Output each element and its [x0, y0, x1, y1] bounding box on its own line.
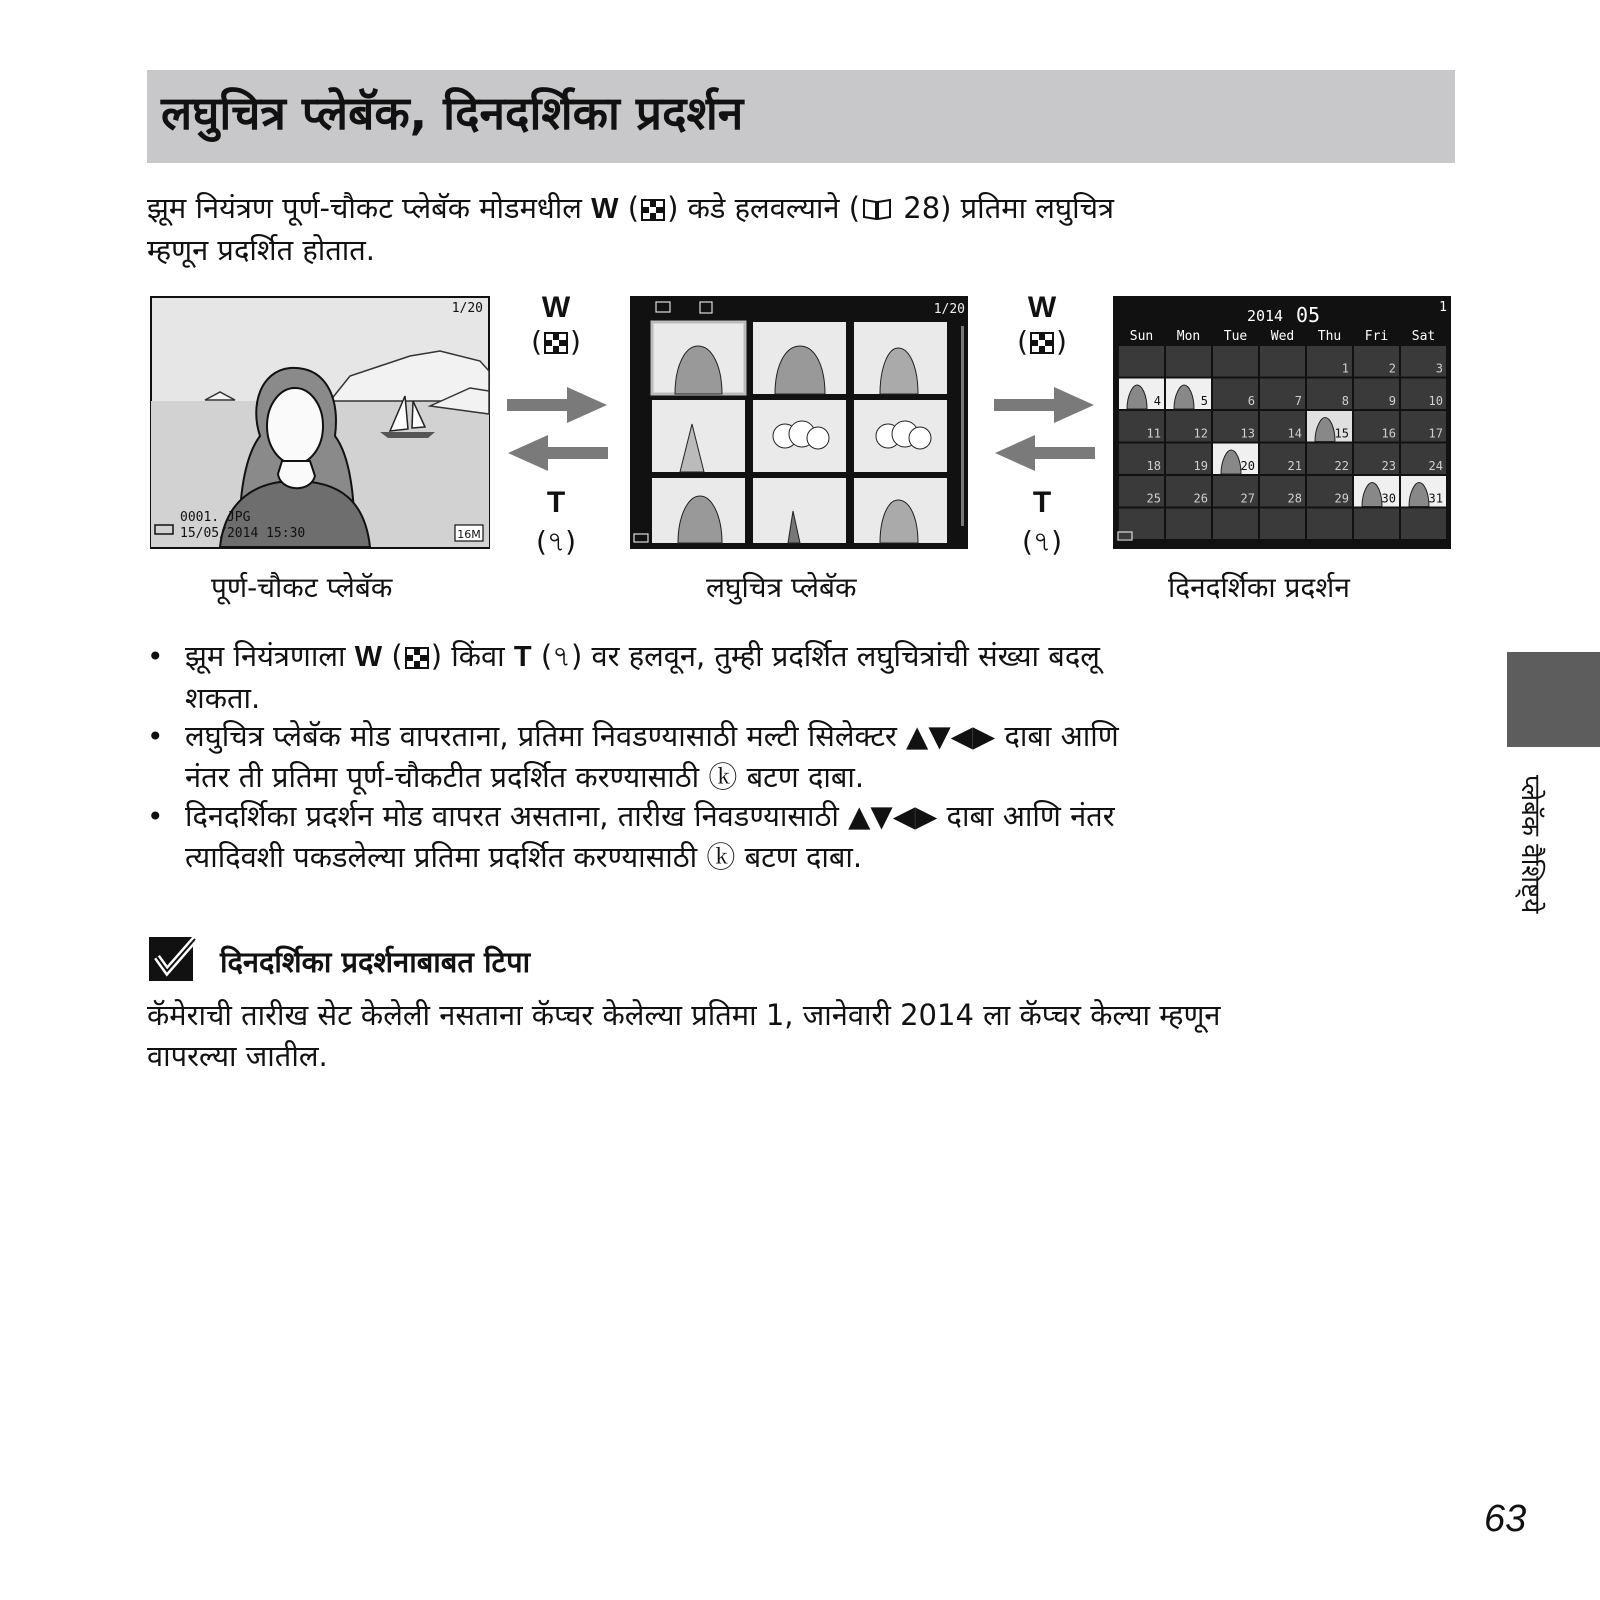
calendar-day-number: 19 [1193, 459, 1208, 473]
left-arrow-icon [995, 435, 1095, 471]
weekday-label: Tue [1223, 329, 1248, 344]
bullet-1: झूम नियंत्रणाला W ( ) किंवा T (৭) वर हलवून, तुम्ही प्रदर्शित लघुचित्रांची संख्या बदलू शकता. [185, 639, 1100, 715]
arrow1-t-label: T (৭) [535, 486, 577, 558]
thumbnail-grid-icon [1030, 332, 1054, 354]
intro-page-ref: 28) प्रतिमा लघुचित्र [903, 191, 1115, 225]
calendar-day-cell[interactable] [1119, 509, 1164, 540]
note-body: कॅमेराची तारीख सेट केलेली नसताना कॅप्चर केलेल्या प्रतिमा 1, जानेवारी 2014 ला कॅप्चर केल्या म्हणून वापरल्या जातील. [147, 998, 1221, 1073]
weekday-label: Sat [1411, 329, 1436, 344]
calendar-day-number: 27 [1240, 491, 1255, 506]
calendar-day-cell[interactable] [1307, 509, 1352, 540]
calendar-day-number: 18 [1146, 459, 1161, 473]
calendar-day-number: 6 [1247, 394, 1255, 408]
bullet-dot: • [147, 800, 164, 833]
check-note-icon [149, 935, 201, 983]
calendar-day-number: 3 [1435, 361, 1443, 376]
filename: 0001. JPG [180, 510, 251, 525]
calendar-day-number: 25 [1146, 491, 1161, 506]
arrow2-w-label: W ( ) [1017, 291, 1067, 358]
calendar-day-number: 10 [1428, 394, 1443, 408]
calendar-day-number: 24 [1428, 459, 1443, 473]
calendar-day-number: 16 [1381, 426, 1396, 441]
calendar-day-number: 22 [1334, 459, 1349, 473]
section-tab-label: प्लेबॅक वैशिष्ट्ये [1515, 775, 1545, 914]
intro-w: W [591, 193, 619, 225]
page-title: लघुचित्र प्लेबॅक, दिनदर्शिका प्रदर्शन [161, 86, 744, 140]
calendar-day-number: 9 [1388, 394, 1396, 408]
calendar-day-number: 31 [1428, 491, 1443, 506]
calendar-day-number: 14 [1287, 426, 1302, 441]
counter: 1/20 [933, 302, 965, 317]
calendar-day-number: 30 [1381, 491, 1396, 506]
full-frame-playback-screen [150, 296, 490, 549]
calendar-day-number: 11 [1146, 426, 1161, 441]
bullet-3: दिनदर्शिका प्रदर्शन मोड वापरत असताना, तारीख निवडण्यासाठी ▲▼◀▶ दाबा आणि नंतर त्यादिवशी पकडलेल्या प्रतिमा प्रदर्शित करण्यासाठी ⓚ बटण दाबा. [185, 799, 1115, 874]
calendar-month: 05 [1295, 303, 1321, 327]
calendar-day-number: 8 [1341, 394, 1349, 408]
calendar-day-number: 20 [1240, 459, 1255, 473]
note-title: दिनदर्शिका प्रदर्शनाबाबत टिपा [220, 945, 531, 979]
weekday-label: Sun [1129, 329, 1154, 344]
scrollbar [961, 326, 964, 526]
calendar-day-number: 7 [1294, 394, 1302, 408]
thumbnail-grid [652, 322, 947, 543]
book-reference-icon [862, 197, 892, 221]
calendar-day-cell[interactable] [1166, 346, 1211, 377]
right-arrow-icon [994, 387, 1094, 423]
calendar-day-number: 13 [1240, 426, 1255, 441]
caption-calendar: दिनदर्शिका प्रदर्शन [1168, 571, 1350, 604]
calendar-day-cell[interactable] [1166, 509, 1211, 540]
calendar-day-number: 28 [1287, 491, 1302, 506]
weekday-label: Mon [1176, 329, 1201, 344]
section-tab [1507, 652, 1600, 747]
calendar-day-number: 4 [1153, 394, 1161, 408]
caption-thumbnails: लघुचित्र प्लेबॅक [706, 571, 857, 604]
calendar-day-cell[interactable] [1213, 509, 1258, 540]
zoom-arrows-2 [992, 385, 1097, 480]
page-number: 63 [1484, 1498, 1527, 1540]
arrow2-t-label: T (৭) [1021, 486, 1063, 558]
zoom-arrows-1 [505, 385, 610, 480]
calendar-day-cell[interactable] [1213, 346, 1258, 377]
bullet-dot: • [147, 640, 164, 673]
calendar-day-number: 15 [1334, 426, 1349, 441]
calendar-display-screen [1113, 296, 1451, 549]
calendar-day-cell[interactable] [1354, 509, 1399, 540]
calendar-day-number: 5 [1200, 394, 1208, 408]
arrow1-w-label: W ( ) [531, 291, 581, 358]
bullet-dot: • [147, 720, 164, 753]
calendar-day-number: 26 [1193, 491, 1208, 506]
calendar-day-cell[interactable] [1119, 346, 1164, 377]
weekday-label: Fri [1364, 329, 1389, 344]
calendar-day-number: 2 [1388, 361, 1396, 376]
calendar-day-number: 12 [1193, 426, 1208, 441]
left-arrow-icon [508, 435, 608, 471]
weekday-label: Thu [1317, 329, 1342, 344]
intro-text-1: झूम नियंत्रण पूर्ण-चौकट प्लेबॅक मोडमधील [147, 191, 582, 225]
caption-full-frame: पूर्ण-चौकट प्लेबॅक [211, 571, 393, 604]
calendar-day-number: 21 [1287, 459, 1302, 473]
thumbnail-grid-icon [405, 647, 429, 669]
calendar-day-number: 23 [1381, 459, 1396, 473]
calendar-day-number: 17 [1428, 426, 1443, 441]
title-bar [147, 70, 1455, 163]
intro-paragraph: झूम नियंत्रण पूर्ण-चौकट प्लेबॅक मोडमधील W ( ) कडे हलवल्याने ( 28) प्रतिमा लघुचित्र म्हणून प्रदर्शित होतात. [147, 188, 1437, 271]
intro-text-2: कडे हलवल्याने ( [687, 191, 861, 225]
intro-line-2: म्हणून प्रदर्शित होतात. [147, 233, 376, 267]
calendar-year: 2014 [1246, 307, 1284, 325]
right-arrow-icon [507, 387, 607, 423]
calendar-day-number: 1 [1341, 361, 1349, 376]
calendar-day-cell[interactable] [1260, 346, 1305, 377]
calendar-day-number: 29 [1334, 491, 1349, 506]
calendar-corner-number: 1 [1439, 300, 1447, 315]
calendar-day-cell[interactable] [1260, 509, 1305, 540]
weekday-label: Wed [1270, 329, 1295, 344]
thumbnail-playback-screen [630, 296, 968, 549]
datetime: 15/05/2014 15:30 [180, 526, 306, 541]
image-size-badge: 16M [457, 528, 481, 541]
calendar-day-cell[interactable] [1401, 509, 1446, 540]
thumbnail-grid-icon [544, 332, 568, 354]
thumbnail-grid-icon [641, 199, 665, 221]
bullet-2: लघुचित्र प्लेबॅक मोड वापरताना, प्रतिमा निवडण्यासाठी मल्टी सिलेक्टर ▲▼◀▶ दाबा आणि नंतर ती प्रतिमा पूर्ण-चौकटीत प्रदर्शित करण्यासाठी ⓚ बटण दाबा. [185, 719, 1119, 794]
counter: 1/20 [451, 301, 483, 316]
